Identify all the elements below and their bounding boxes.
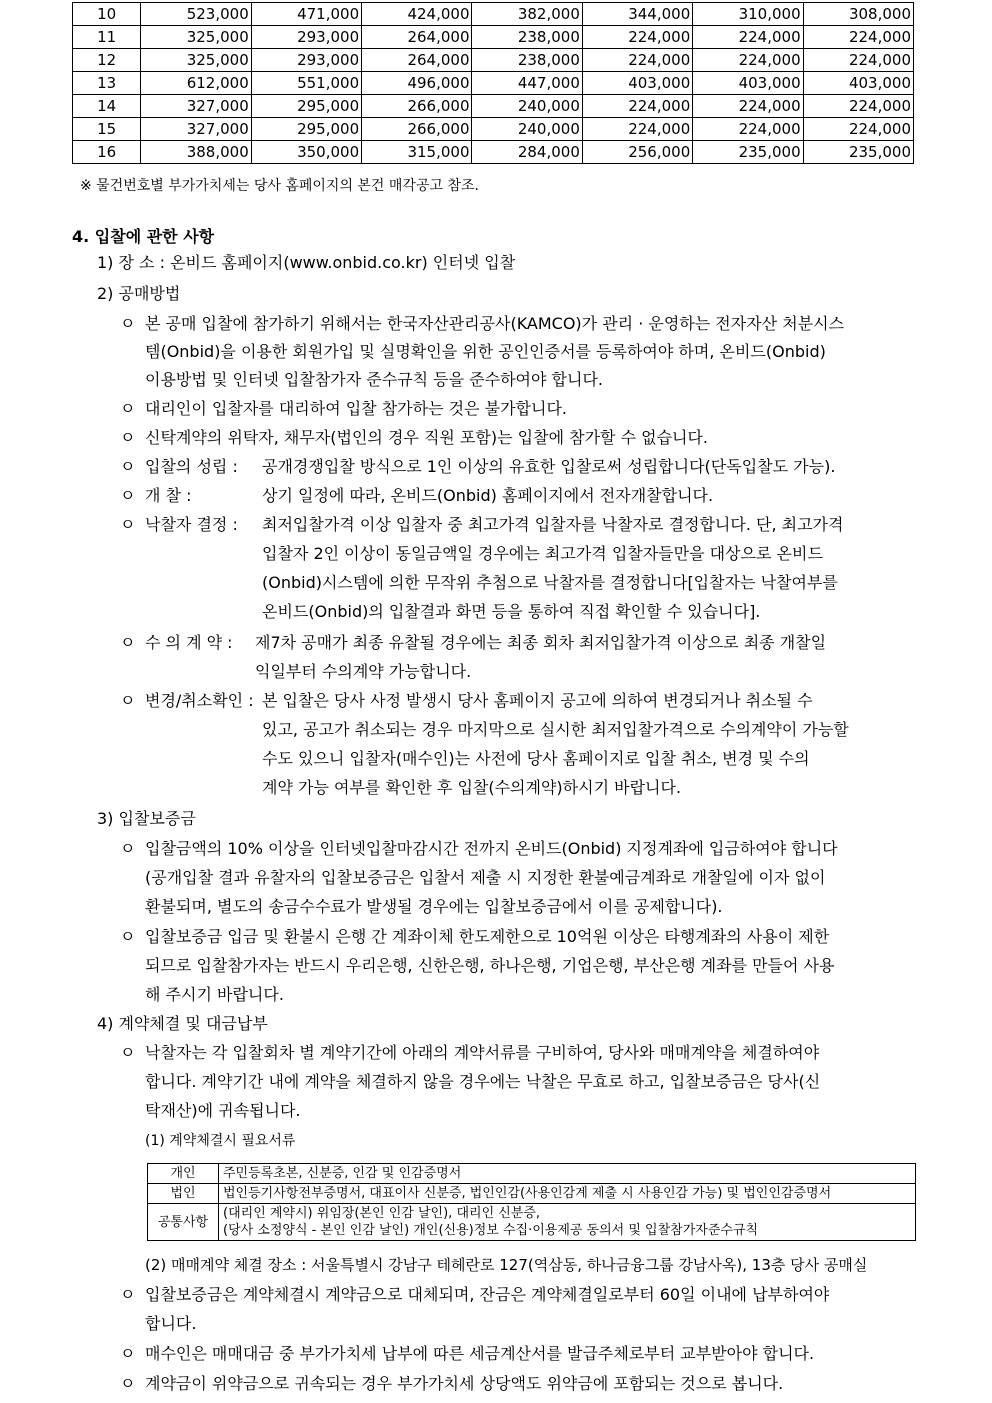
price-cell: 471,000 xyxy=(251,3,361,26)
docs-cat: 개인 xyxy=(148,1164,219,1184)
price-cell: 238,000 xyxy=(472,26,582,49)
method-b7-line2: 익일부터 수의계약 가능합니다. xyxy=(255,662,472,681)
item-number: 10 xyxy=(73,3,141,26)
method-b6-label: 낙찰자 결정 : xyxy=(145,515,238,534)
price-cell: 240,000 xyxy=(472,118,582,141)
bullet-mark: ㅇ xyxy=(120,314,136,333)
price-cell: 496,000 xyxy=(362,72,472,95)
price-cell: 327,000 xyxy=(141,118,251,141)
method-b8-line2: 있고, 공고가 취소되는 경우 마지막으로 실시한 최저입찰가격으로 수의계약이 가능할 xyxy=(262,720,849,739)
docs-title: (1) 계약체결시 필요서류 xyxy=(145,1133,296,1149)
bullet-mark: ㅇ xyxy=(120,1374,136,1393)
price-cell: 315,000 xyxy=(362,141,472,164)
deposit-b1-line1: 입찰금액의 10% 이상을 인터넷입찰마감시간 전까지 온비드(Onbid) 지정계좌에 입금하여야 합니다 xyxy=(145,839,838,858)
method-b7-line1: 제7차 공매가 최종 유찰될 경우에는 최종 회차 최저입찰가격 이상으로 최종 개찰일 xyxy=(255,633,827,652)
price-cell: 447,000 xyxy=(472,72,582,95)
item-number: 14 xyxy=(73,95,141,118)
method-b8-line4: 계약 가능 여부를 확인한 후 입찰(수의계약)하시기 바랍니다. xyxy=(262,778,682,797)
bullet-mark: ㅇ xyxy=(120,457,136,476)
bullet-mark: ㅇ xyxy=(120,1344,136,1363)
table-row xyxy=(73,72,914,95)
price-cell: 612,000 xyxy=(141,72,251,95)
method-b8-label: 변경/취소확인 : xyxy=(145,691,254,710)
price-cell: 224,000 xyxy=(693,49,803,72)
table-row xyxy=(73,3,914,26)
item-number: 16 xyxy=(73,141,141,164)
bullet-mark: ㅇ xyxy=(120,428,136,447)
docs-text-line1: (대리인 계약시) 위임장(본인 인감 날인), 대리인 신분증, xyxy=(223,1206,541,1221)
method-b8-line3: 수도 있으니 입찰자(매수인)는 사전에 당사 홈페이지로 입찰 취소, 변경 및 수의 xyxy=(262,749,810,768)
docs-cat: 공통사항 xyxy=(148,1204,219,1241)
price-cell: 382,000 xyxy=(472,3,582,26)
method-b1-line3: 이용방법 및 인터넷 입찰참가자 준수규칙 등을 준수하여야 합니다. xyxy=(145,370,604,389)
deposit-b2-line3: 해 주시기 바랍니다. xyxy=(145,985,284,1004)
bullet-mark: ㅇ xyxy=(120,486,136,505)
price-cell: 293,000 xyxy=(251,49,361,72)
price-cell: 327,000 xyxy=(141,95,251,118)
price-cell: 293,000 xyxy=(251,26,361,49)
deposit-title: 3) 입찰보증금 xyxy=(97,809,196,828)
contract-b2-line2: 합니다. xyxy=(145,1314,197,1333)
price-cell: 224,000 xyxy=(582,49,692,72)
price-cell: 284,000 xyxy=(472,141,582,164)
contract-b4: 계약금이 위약금으로 귀속되는 경우 부가가치세 상당액도 위약금에 포함되는 것으로 봅니다. xyxy=(145,1374,784,1393)
contract-b2-line1: 입찰보증금은 계약체결시 계약금으로 대체되며, 잔금은 계약체결일로부터 60일 이내에 납부하여야 xyxy=(145,1285,830,1304)
price-cell: 235,000 xyxy=(803,141,913,164)
method-b1-line2: 템(Onbid)을 이용한 회원가입 및 실명확인을 위한 공인인증서를 등록하여야 하며, 온비드(Onbid) xyxy=(145,342,826,361)
price-cell: 266,000 xyxy=(362,118,472,141)
price-cell: 224,000 xyxy=(582,118,692,141)
price-cell: 224,000 xyxy=(582,95,692,118)
bullet-mark: ㅇ xyxy=(120,515,136,534)
table-row xyxy=(73,26,914,49)
method-b2: 대리인이 입찰자를 대리하여 입찰 참가하는 것은 불가합니다. xyxy=(145,399,568,418)
docs-cat: 법인 xyxy=(148,1184,219,1204)
deposit-b1-line3: 환불되며, 별도의 송금수수료가 발생될 경우에는 입찰보증금에서 이를 공제합니다). xyxy=(145,897,723,916)
item-number: 15 xyxy=(73,118,141,141)
method-b4-label: 입찰의 성립 : xyxy=(145,457,238,476)
contract-title: 4) 계약체결 및 대금납부 xyxy=(97,1014,268,1033)
price-cell: 266,000 xyxy=(362,95,472,118)
price-cell: 325,000 xyxy=(141,26,251,49)
method-b3: 신탁계약의 위탁자, 채무자(법인의 경우 직원 포함)는 입찰에 참가할 수 없습니다. xyxy=(145,428,709,447)
bullet-mark: ㅇ xyxy=(120,1043,136,1062)
item-number: 12 xyxy=(73,49,141,72)
price-cell: 238,000 xyxy=(472,49,582,72)
bullet-mark: ㅇ xyxy=(120,399,136,418)
price-cell: 256,000 xyxy=(582,141,692,164)
method-b8-line1: 본 입찰은 당사 사정 발생시 당사 홈페이지 공고에 의하여 변경되거나 취소될 수 xyxy=(262,691,813,710)
deposit-b1-line2: (공개입찰 결과 유찰자의 입찰보증금은 입찰서 제출 시 지정한 환불예금계좌로 개찰일에 이자 없이 xyxy=(145,868,826,887)
method-b5-text: 상기 일정에 따라, 온비드(Onbid) 홈페이지에서 전자개찰합니다. xyxy=(262,486,714,505)
required-docs-table xyxy=(147,1163,916,1241)
docs-text-line2: (당사 소정양식 - 본인 인감 날인) 개인(신용)정보 수집·이용제공 동의서 및 입찰참가자준수규칙 xyxy=(223,1223,759,1238)
bullet-mark: ㅇ xyxy=(120,1285,136,1304)
price-cell: 310,000 xyxy=(693,3,803,26)
contract-b1-line2: 합니다. 계약기간 내에 계약을 체결하지 않을 경우에는 낙찰은 무효로 하고, 입찰보증금은 당사(신 xyxy=(145,1072,821,1091)
price-cell: 325,000 xyxy=(141,49,251,72)
method-b7-label: 수 의 계 약 : xyxy=(145,633,233,652)
price-table xyxy=(72,2,914,164)
price-cell: 224,000 xyxy=(582,26,692,49)
price-cell: 403,000 xyxy=(693,72,803,95)
price-cell: 224,000 xyxy=(693,95,803,118)
price-cell: 344,000 xyxy=(582,3,692,26)
price-cell: 235,000 xyxy=(693,141,803,164)
price-cell: 295,000 xyxy=(251,118,361,141)
price-cell: 388,000 xyxy=(141,141,251,164)
bullet-mark: ㅇ xyxy=(120,691,136,710)
deposit-b2-line1: 입찰보증금 입금 및 환불시 은행 간 계좌이체 한도제한으로 10억원 이상은 타행계좌의 사용이 제한 xyxy=(145,927,830,946)
method-title: 2) 공매방법 xyxy=(97,284,181,303)
place-line: 1) 장 소 : 온비드 홈페이지(www.onbid.co.kr) 인터넷 입찰 xyxy=(97,253,516,272)
price-cell: 308,000 xyxy=(803,3,913,26)
price-cell: 523,000 xyxy=(141,3,251,26)
contract-b1-line3: 탁재산)에 귀속됩니다. xyxy=(145,1101,301,1120)
bullet-mark: ㅇ xyxy=(120,839,136,858)
contract-place: (2) 매매계약 체결 장소 : 서울특별시 강남구 테헤란로 127(역삼동, 하나금융그룹 강남사옥), 13층 당사 공매실 xyxy=(145,1256,868,1274)
price-cell: 403,000 xyxy=(582,72,692,95)
method-b6-line1: 최저입찰가격 이상 입찰자 중 최고가격 입찰자를 낙찰자로 결정합니다. 단, 최고가격 xyxy=(262,515,844,534)
price-cell: 264,000 xyxy=(362,26,472,49)
price-cell: 224,000 xyxy=(803,95,913,118)
price-cell: 403,000 xyxy=(803,72,913,95)
price-cell: 295,000 xyxy=(251,95,361,118)
price-cell: 224,000 xyxy=(803,26,913,49)
method-b1-line1: 본 공매 입찰에 참가하기 위해서는 한국자산관리공사(KAMCO)가 관리 · 운영하는 전자자산 처분시스 xyxy=(145,314,845,333)
section-title: 4. 입찰에 관한 사항 xyxy=(72,227,215,246)
method-b6-line3: (Onbid)시스템에 의한 무작위 추첨으로 낙찰자를 결정합니다[입찰자는 낙찰여부를 xyxy=(262,573,838,592)
table-row xyxy=(148,1184,916,1204)
price-cell: 240,000 xyxy=(472,95,582,118)
vat-note: ※ 물건번호별 부가가치세는 당사 홈페이지의 본건 매각공고 참조. xyxy=(80,178,479,194)
price-cell: 424,000 xyxy=(362,3,472,26)
table-row xyxy=(148,1164,916,1184)
method-b4-text: 공개경쟁입찰 방식으로 1인 이상의 유효한 입찰로써 성립합니다(단독입찰도 가능). xyxy=(262,457,836,476)
price-cell: 551,000 xyxy=(251,72,361,95)
method-b6-line2: 입찰자 2인 이상이 동일금액일 경우에는 최고가격 입찰자들만을 대상으로 온비드 xyxy=(262,544,823,563)
contract-b1-line1: 낙찰자는 각 입찰회차 별 계약기간에 아래의 계약서류를 구비하여, 당사와 매매계약을 체결하여야 xyxy=(145,1043,820,1062)
price-cell: 350,000 xyxy=(251,141,361,164)
method-b6-line4: 온비드(Onbid)의 입찰결과 화면 등을 통하여 직접 확인할 수 있습니다]. xyxy=(262,602,761,621)
docs-text: 법인등기사항전부증명서, 대표이사 신분증, 법인인감(사용인감계 제출 시 사용인감 가능) 및 법인인감증명서 xyxy=(219,1184,916,1204)
contract-b3: 매수인은 매매대금 중 부가가치세 납부에 따른 세금계산서를 발급주체로부터 교부받아야 합니다. xyxy=(145,1344,815,1363)
bullet-mark: ㅇ xyxy=(120,927,136,946)
docs-text-common xyxy=(219,1204,916,1241)
docs-text: 주민등록초본, 신분증, 인감 및 인감증명서 xyxy=(219,1164,916,1184)
price-cell: 264,000 xyxy=(362,49,472,72)
price-cell: 224,000 xyxy=(693,26,803,49)
table-row xyxy=(73,95,914,118)
item-number: 13 xyxy=(73,72,141,95)
method-b5-label: 개 찰 : xyxy=(145,486,192,505)
table-row xyxy=(73,49,914,72)
table-row xyxy=(73,118,914,141)
table-row xyxy=(148,1204,916,1241)
item-number: 11 xyxy=(73,26,141,49)
price-cell: 224,000 xyxy=(803,49,913,72)
price-cell: 224,000 xyxy=(803,118,913,141)
table-row xyxy=(73,141,914,164)
bullet-mark: ㅇ xyxy=(120,633,136,652)
price-cell: 224,000 xyxy=(693,118,803,141)
deposit-b2-line2: 되므로 입찰참가자는 반드시 우리은행, 신한은행, 하나은행, 기업은행, 부산은행 계좌를 만들어 사용 xyxy=(145,956,835,975)
